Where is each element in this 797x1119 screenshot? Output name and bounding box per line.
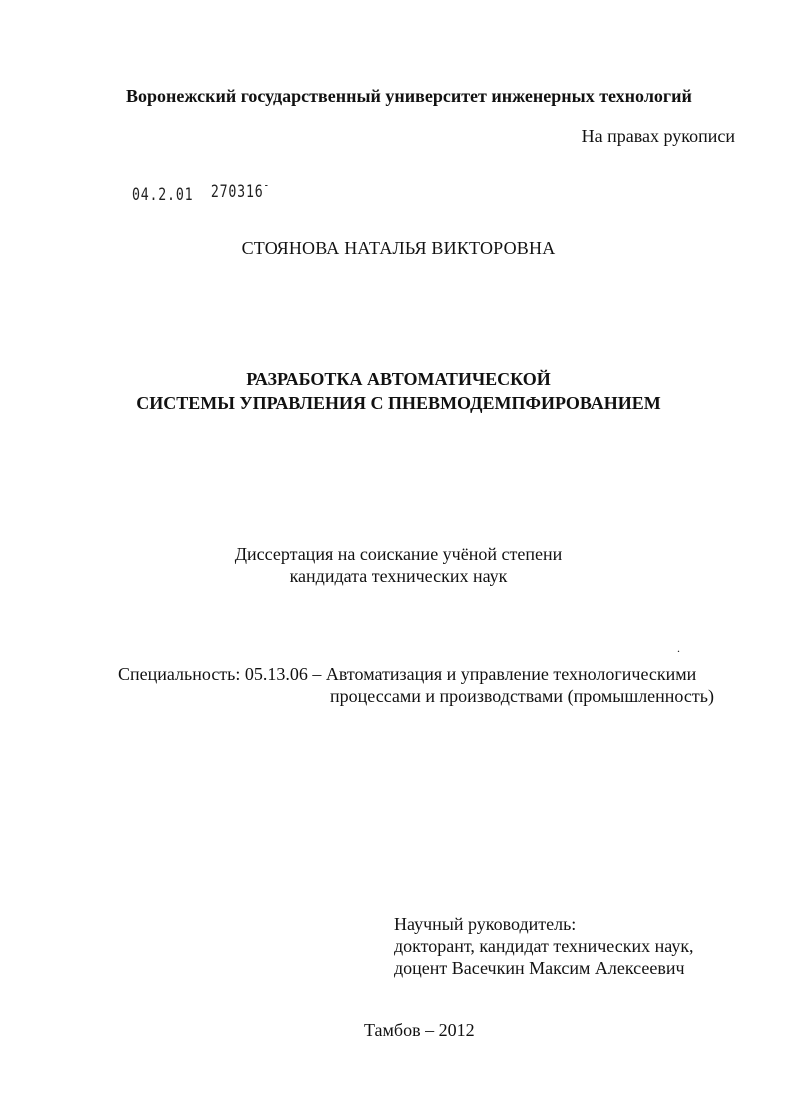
stamp-code-a: 04.2.01 [132,185,194,205]
stamp-code-b: 270316 [210,182,264,202]
thesis-title-line-2: СИСТЕМЫ УПРАВЛЕНИЯ С ПНЕВМОДЕМПФИРОВАНИЕМ [136,393,661,413]
degree-line-1: Диссертация на соискание учёной степени [234,544,563,564]
city-year: Тамбов – 2012 [364,1020,475,1040]
library-stamp [132,178,270,205]
supervisor-name: доцент Васечкин Максим Алексеевич [394,958,685,978]
stamp-mark: - [263,178,270,192]
stray-dot: . [677,641,680,655]
specialty-line-1: Специальность: 05.13.06 – Автоматизация и управление технологическими [118,664,697,684]
specialty-line-2: процессами и производствами (промышленность) [330,686,714,706]
thesis-title-line-1: РАЗРАБОТКА АВТОМАТИЧЕСКОЙ [246,369,551,389]
degree-line-2: кандидата технических наук [289,566,508,586]
university-name: Воронежский государственный университет инженерных технологий [126,86,692,106]
manuscript-rights-note: На правах рукописи [581,126,735,146]
author-name: СТОЯНОВА НАТАЛЬЯ ВИКТОРОВНА [241,238,556,258]
supervisor-degree: докторант, кандидат технических наук, [394,936,694,956]
supervisor-label: Научный руководитель: [394,914,577,934]
